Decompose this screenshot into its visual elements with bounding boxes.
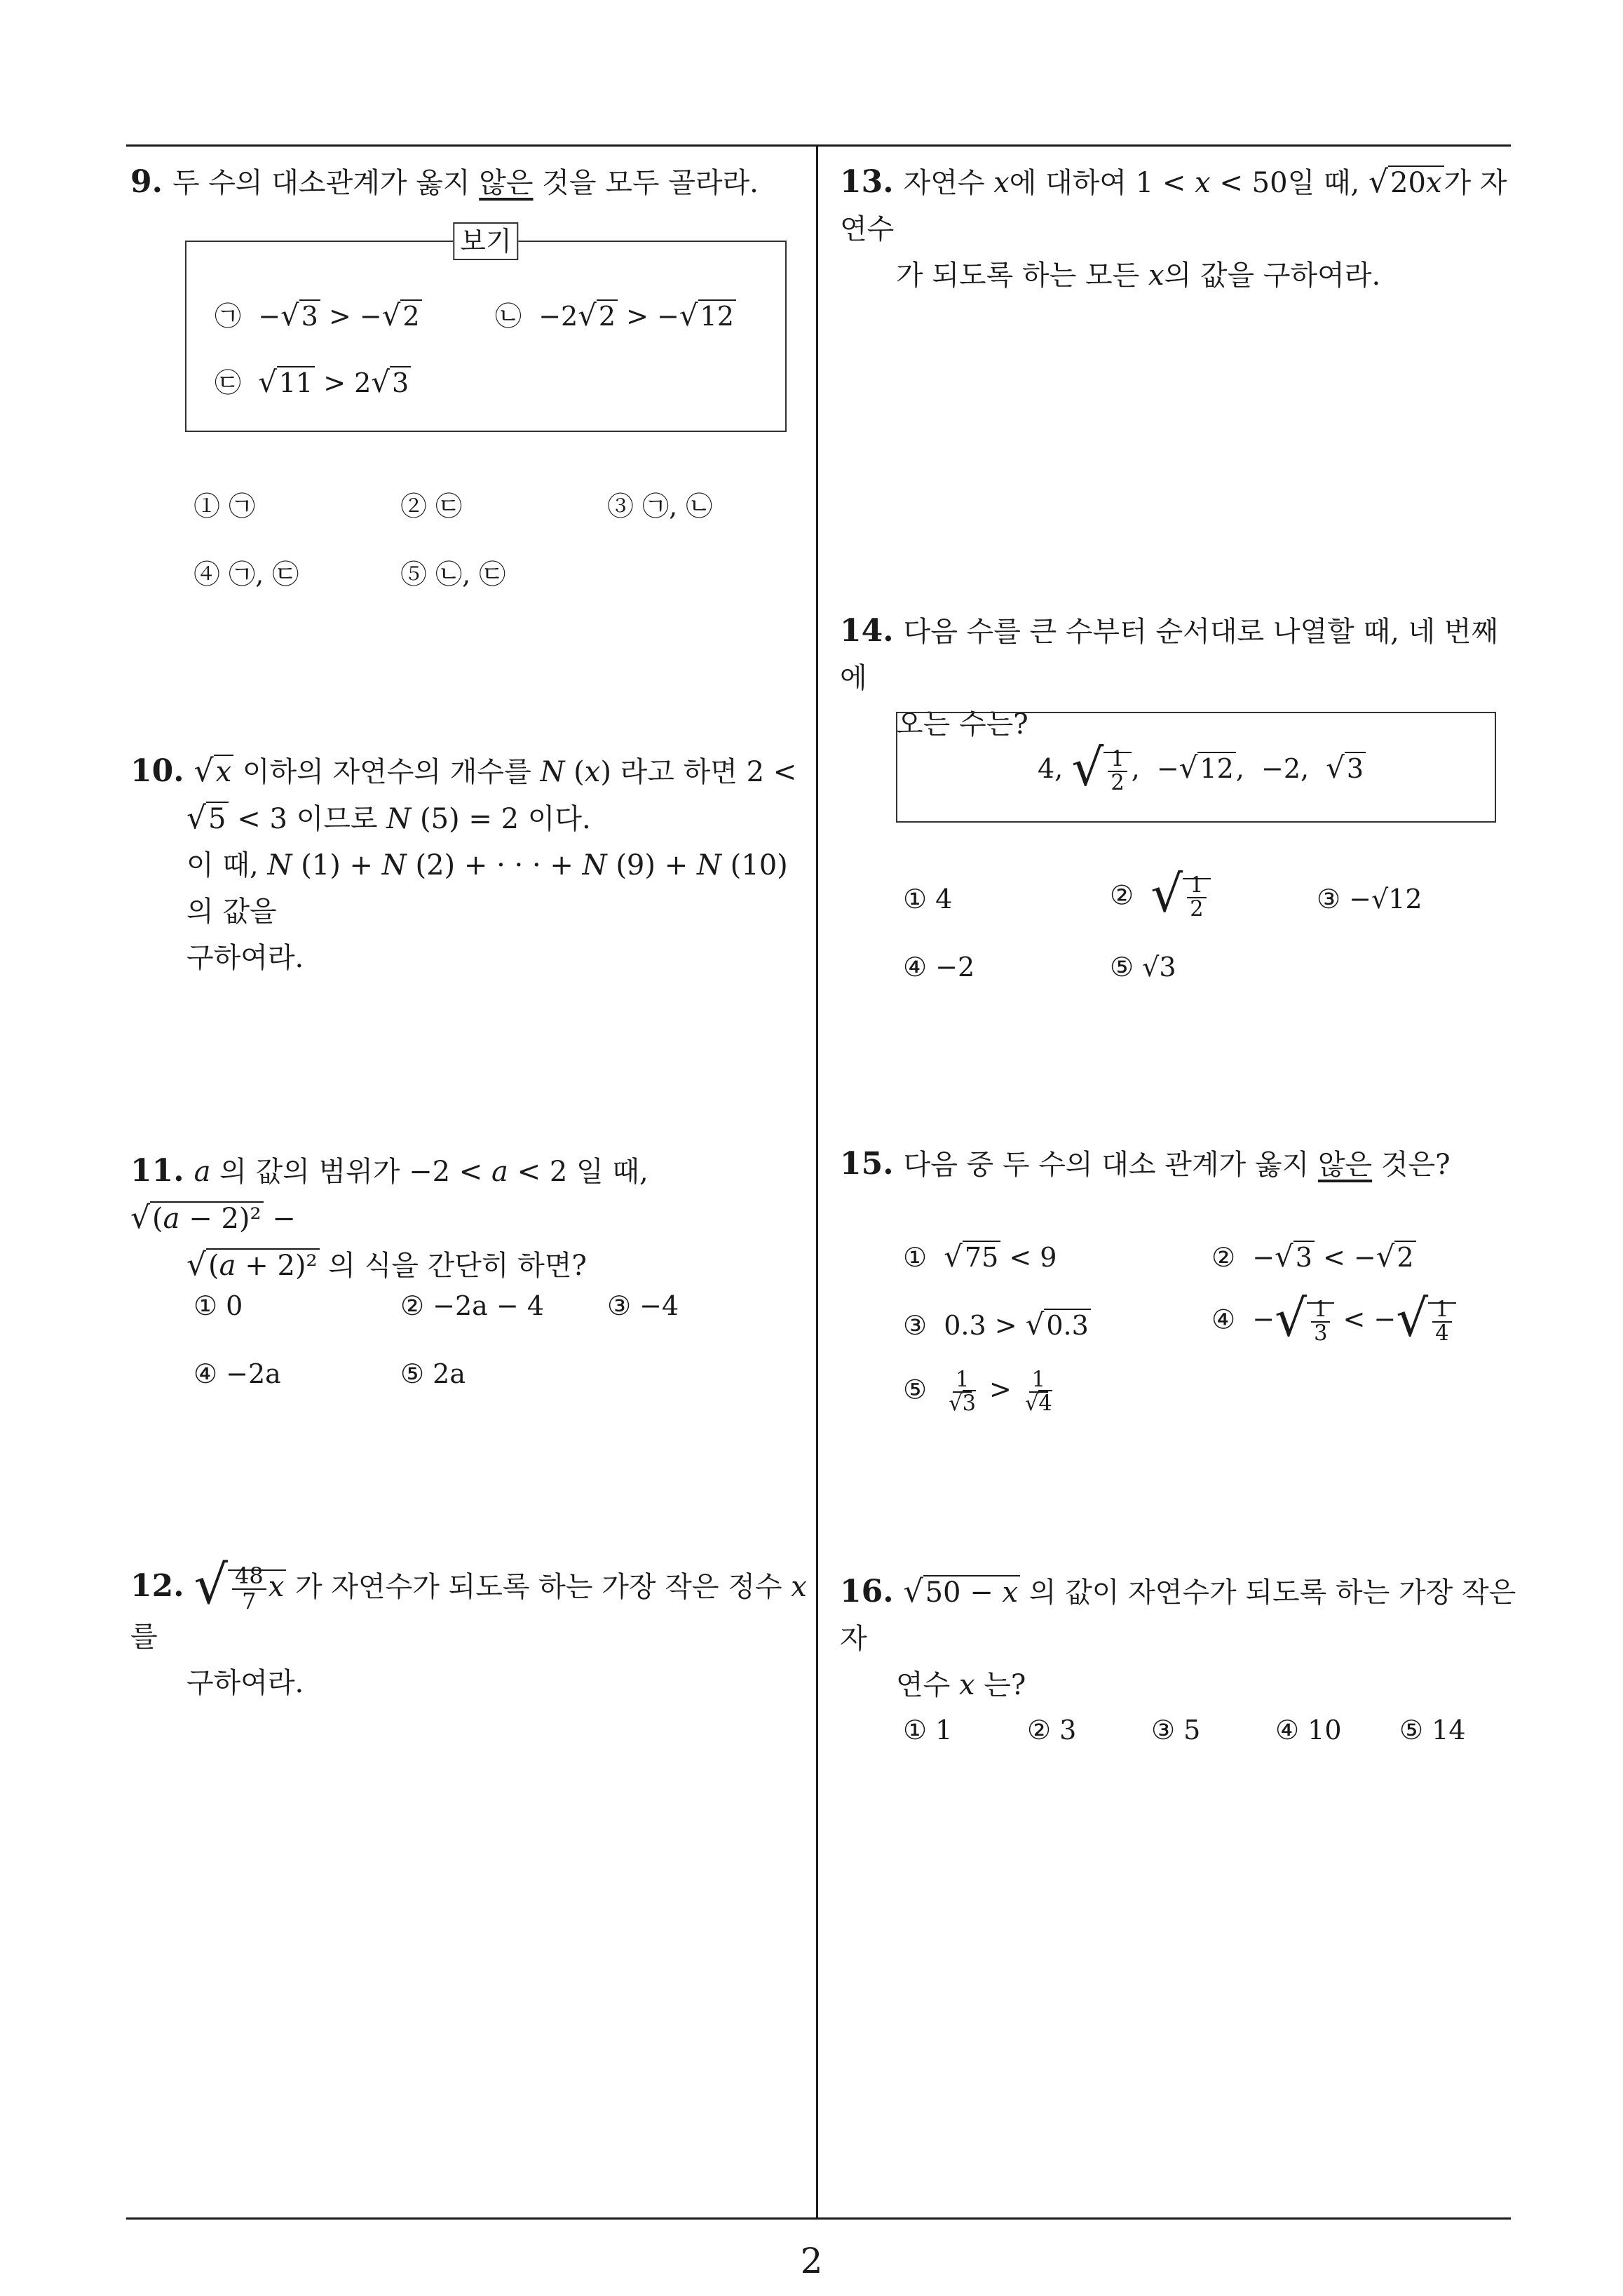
q9-choice-5[interactable]: ⑤ ㉡, ㉢ — [400, 559, 506, 590]
question-15: 15. 다음 중 두 수의 대소 관계가 옳지 않은 것은? — [840, 1146, 1451, 1182]
q11-choice-2[interactable]: ② −2a − 4 — [400, 1290, 544, 1321]
question-number: 9. — [130, 164, 163, 200]
q16-choice-3[interactable]: ③ 5 — [1151, 1715, 1201, 1745]
q11-choice-1[interactable]: ① 0 — [193, 1290, 243, 1321]
q9-choice-4[interactable]: ④ ㉠, ㉢ — [193, 559, 299, 590]
question-number: 16. — [840, 1574, 894, 1609]
column-divider — [816, 144, 818, 2219]
question-10: 10. √x 이하의 자연수의 개수를 N (x) 라고 하면 2 < √5 < 3 이므로 N (5) = 2 이다. 이 때, N (1) + N (2) + · · · + N (9) + N (10) 의 값을 구하여라. — [130, 753, 797, 974]
q11-choice-5[interactable]: ⑤ 2a — [400, 1358, 466, 1389]
q15-choice-4[interactable]: ④ −√ $\frac{1}{3}$ < −√ $\frac{1}{4}$ — [1211, 1299, 1456, 1345]
q11-choice-4[interactable]: ④ −2a — [193, 1358, 281, 1389]
q16-choice-1[interactable]: ① 1 — [903, 1715, 953, 1745]
bogi-item-2: ㉡ −2√2 > −√12 — [495, 298, 736, 334]
q14-choice-4[interactable]: ④ −2 — [903, 952, 975, 982]
question-number: 12. — [130, 1568, 184, 1604]
q15-choice-3[interactable]: ③ 0.3 > √0.3 — [903, 1307, 1091, 1343]
page-number: 2 — [800, 2241, 823, 2281]
q15-choice-1[interactable]: ① √75 < 9 — [903, 1239, 1057, 1274]
question-number: 15. — [840, 1146, 894, 1182]
bogi-box — [185, 226, 787, 432]
question-number: 13. — [840, 164, 894, 200]
bogi-label: 보기 — [453, 222, 518, 260]
q16-choice-2[interactable]: ② 3 — [1027, 1715, 1077, 1745]
question-11: 11. a 의 값의 범위가 −2 < a < 2 일 때, √(a − 2)² − √(a + 2)² 의 식을 간단히 하면? — [130, 1153, 648, 1283]
question-14: 14. 다음 수를 큰 수부터 순서대로 나열할 때, 네 번째에 오는 수는? — [840, 613, 1499, 741]
q9-choice-3[interactable]: ③ ㉠, ㉡ — [607, 491, 713, 522]
question-number: 11. — [130, 1153, 184, 1189]
q14-number-box — [896, 712, 1496, 823]
q11-choice-3[interactable]: ③ −4 — [607, 1290, 679, 1321]
question-12: 12. √ $\frac{48}{7}$ x 가 자연수가 되도록 하는 가장 작은 정수 x 를 구하여라. — [130, 1553, 807, 1699]
q14-choice-1[interactable]: ① 4 — [903, 884, 953, 914]
bogi-item-3: ㉢ √11 > 2√3 — [215, 365, 411, 400]
q14-numbers: 4, √ $\frac{1}{2}$ , −√12, −2, √3 — [1038, 748, 1366, 795]
q14-choice-3[interactable]: ③ −√12 — [1317, 884, 1422, 914]
question-number: 10. — [130, 753, 184, 789]
q14-choice-5[interactable]: ⑤ √3 — [1110, 952, 1176, 982]
question-9 — [130, 159, 810, 206]
q15-choice-5[interactable]: ⑤ $\frac{1}{√3}$ > $\frac{1}{√4}$ — [903, 1368, 1052, 1416]
q9-choice-2[interactable]: ② ㉢ — [400, 491, 463, 522]
bottom-rule — [126, 2217, 1511, 2220]
question-16: 16. √50 − x 의 값이 자연수가 되도록 하는 가장 작은 자 연수 x 는? — [840, 1574, 1516, 1701]
q16-choice-5[interactable]: ⑤ 14 — [1399, 1715, 1466, 1745]
bogi-item-1: ㉠ −√3 > −√2 — [215, 298, 422, 334]
q14-choice-2[interactable]: ② √ $\frac{1}{2}$ — [1110, 874, 1211, 921]
q9-choice-1[interactable]: ① ㉠ — [193, 491, 256, 522]
q15-choice-2[interactable]: ② −√3 < −√2 — [1211, 1239, 1416, 1275]
question-text: 두 수의 대소관계가 옳지 않은 것을 모두 골라라. — [172, 167, 759, 199]
question-13: 13. 자연수 x에 대하여 1 < x < 50일 때, √20x가 자연수 가 되도록 하는 모든 x의 값을 구하여라. — [840, 164, 1507, 292]
question-number: 14. — [840, 613, 894, 649]
q16-choice-4[interactable]: ④ 10 — [1275, 1715, 1342, 1745]
top-rule — [126, 144, 1511, 147]
